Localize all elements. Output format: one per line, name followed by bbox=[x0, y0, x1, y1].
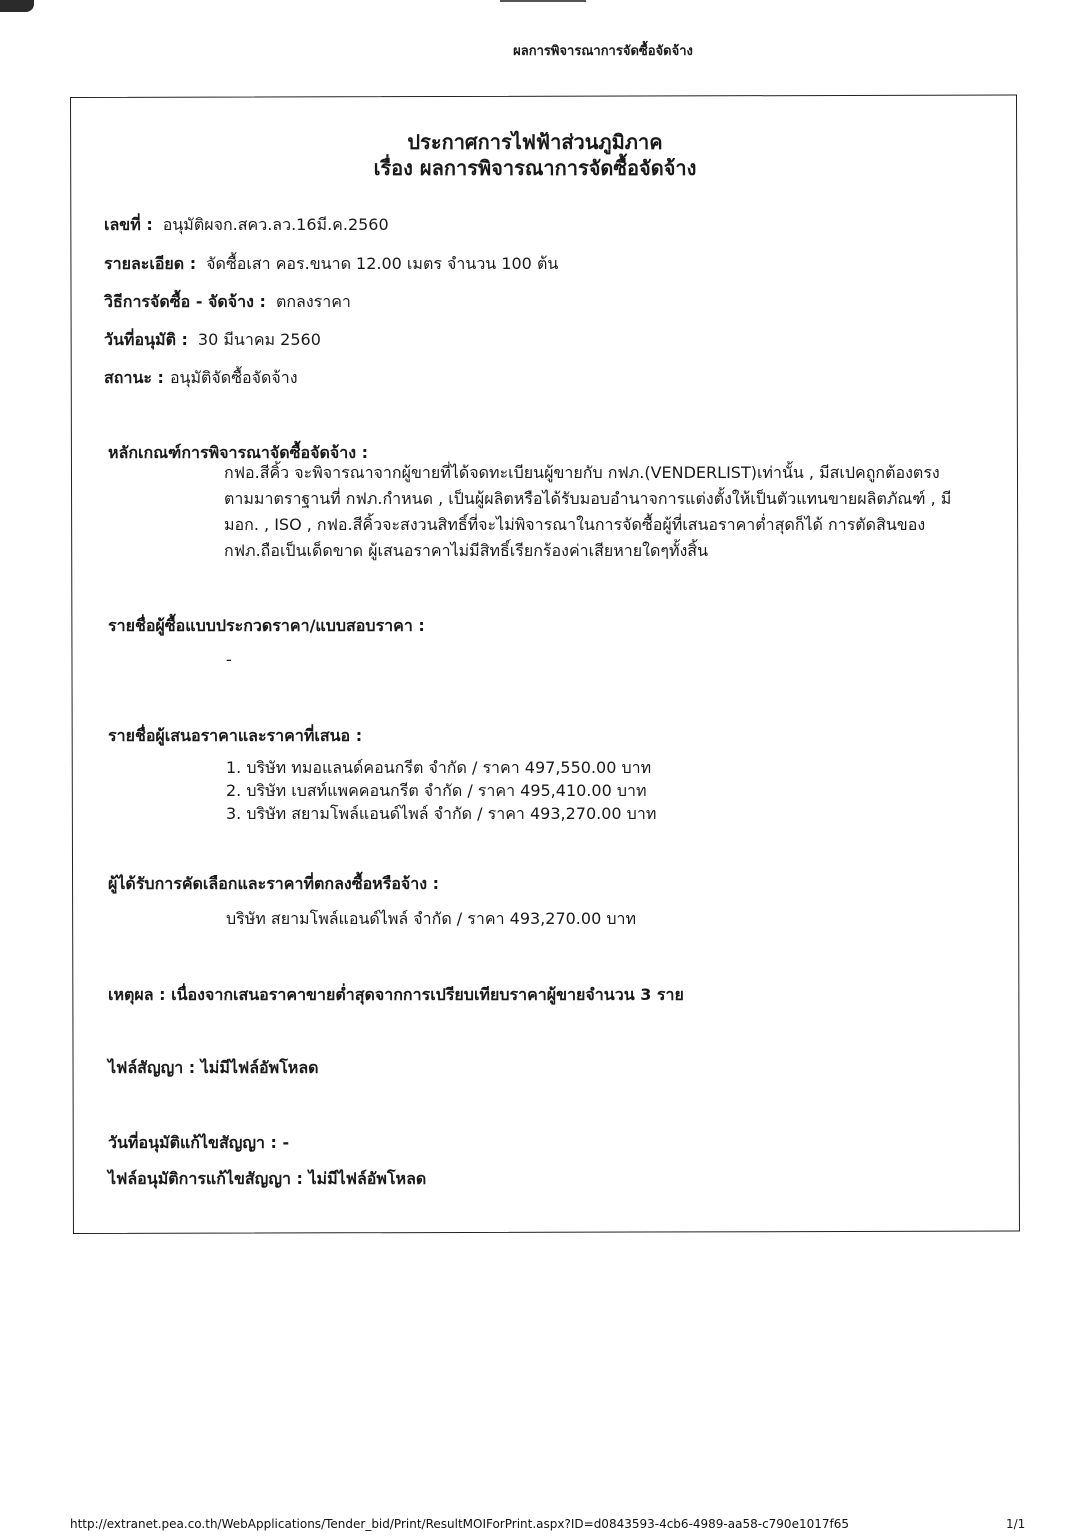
page-header: ผลการพิจารณาการจัดซื้อจัดจ้าง bbox=[513, 44, 693, 59]
page-number: 1/1 bbox=[1006, 1517, 1026, 1531]
field-status-label: สถานะ : bbox=[104, 368, 164, 387]
field-approve-date-label: วันที่อนุมัติ : bbox=[104, 330, 188, 349]
field-approve-date-value: 30 มีนาคม 2560 bbox=[197, 330, 321, 349]
field-status-value: อนุมัติจัดซื้อจัดจ้าง bbox=[169, 368, 298, 387]
criteria-heading: หลักเกณฑ์การพิจารณาจัดซื้อจัดจ้าง : bbox=[108, 443, 369, 462]
field-detail-label: รายละเอียด : bbox=[104, 254, 197, 273]
field-status bbox=[104, 366, 298, 391]
criteria-line: ตามมาตราฐานที่ กฟภ.กำหนด , เป็นผู้ผลิตหรือได้รับมอบอำนาจการแต่งตั้งให้เป็นตัวแทนขายผลิตภัณฑ์ , มี bbox=[224, 489, 952, 508]
scan-artifact-line bbox=[500, 0, 586, 2]
field-number bbox=[104, 213, 389, 238]
field-approve-date bbox=[104, 328, 321, 353]
field-method-label: วิธีการจัดซื้อ - จัดจ้าง : bbox=[104, 292, 266, 311]
amend-file: ไฟล์อนุมัติการแก้ไขสัญญา : ไม่มีไฟล์อัพโหลด bbox=[108, 1169, 427, 1188]
scan-artifact bbox=[0, 0, 34, 12]
field-detail-value: จัดซื้อเสา คอร.ขนาด 12.00 เมตร จำนวน 100 ต้น bbox=[206, 254, 559, 273]
reason-text: เหตุผล : เนื่องจากเสนอราคาขายต่ำสุดจากการเปรียบเทียบราคาผู้ขายจำนวน 3 ราย bbox=[108, 985, 684, 1004]
winner-heading: ผู้ได้รับการคัดเลือกและราคาที่ตกลงซื้อหรือจ้าง : bbox=[108, 874, 440, 893]
amend-date: วันที่อนุมัติแก้ไขสัญญา : - bbox=[108, 1133, 290, 1152]
bidder-item: 2. บริษัท เบสท์แพคคอนกรีต จำกัด / ราคา 495,410.00 บาท bbox=[226, 781, 647, 800]
bidders-heading: รายชื่อผู้เสนอราคาและราคาที่เสนอ : bbox=[108, 726, 363, 745]
bidder-item: 3. บริษัท สยามโพล์แอนด์ไพล์ จำกัด / ราคา 493,270.00 บาท bbox=[226, 804, 657, 823]
winner-value: บริษัท สยามโพล์แอนด์ไพล์ จำกัด / ราคา 493,270.00 บาท bbox=[226, 909, 637, 928]
criteria-line: มอก. , ISO , กฟอ.สีคิ้วจะสงวนสิทธิ์ที่จะไม่พิจารณาในการจัดซื้อผู้ที่เสนอราคาต่ำสุดก็ได้ การตัดสินของ bbox=[224, 515, 926, 534]
announcement-title: ประกาศการไฟฟ้าส่วนภูมิภาค bbox=[407, 130, 663, 154]
criteria-text bbox=[224, 460, 1014, 564]
buyers-value: - bbox=[226, 650, 232, 669]
bidder-item: 1. บริษัท ทมอแลนด์คอนกรีต จำกัด / ราคา 497,550.00 บาท bbox=[226, 758, 652, 777]
criteria-line: กฟภ.ถือเป็นเด็ดขาด ผู้เสนอราคาไม่มีสิทธิ์เรียกร้องค่าเสียหายใดๆทั้งสิ้น bbox=[224, 541, 708, 560]
buyers-heading: รายชื่อผู้ซื้อแบบประกวดราคา/แบบสอบราคา : bbox=[108, 616, 425, 635]
footer-url: http://extranet.pea.co.th/WebApplications/Tender_bid/Print/ResultMOIForPrint.aspx?ID=d0843593-4cb6-4989-aa58-c790e1017f65 bbox=[70, 1517, 849, 1531]
contract-file: ไฟล์สัญญา : ไม่มีไฟล์อัพโหลด bbox=[108, 1058, 319, 1077]
field-method bbox=[104, 290, 351, 315]
criteria-line: กฟอ.สีคิ้ว จะพิจารณาจากผู้ขายที่ได้จดทะเบียนผู้ขายกับ กฟภ.(VENDERLIST)เท่านั้น , มีสเปคถูกต้องตรง bbox=[224, 463, 940, 482]
field-number-value: อนุมัติผจก.สคว.ลว.16มี.ค.2560 bbox=[162, 215, 389, 234]
field-number-label: เลขที่ : bbox=[104, 215, 153, 234]
field-detail bbox=[104, 252, 558, 277]
field-method-value: ตกลงราคา bbox=[275, 292, 351, 311]
announcement-subject: เรื่อง ผลการพิจารณาการจัดซื้อจัดจ้าง bbox=[373, 156, 697, 180]
